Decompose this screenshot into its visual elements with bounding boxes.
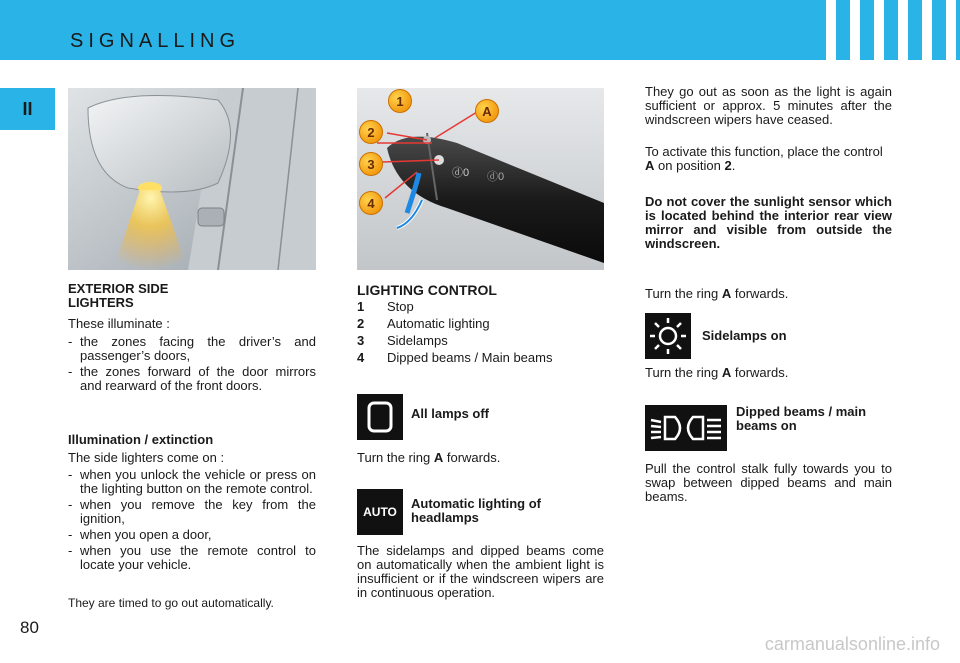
- auto-off-paragraph: They go out as soon as the light is again sufficient or approx. 5 minutes after the windscreen wipers have ceased.: [645, 84, 892, 127]
- instruction-text: .: [731, 158, 736, 173]
- beams-label: Dipped beams / main beams on: [736, 404, 867, 433]
- list-item: - when you use the remote control to locate your vehicle.: [68, 544, 316, 572]
- svg-text:ⓓ0: ⓓ0: [487, 171, 505, 183]
- activate-paragraph: [645, 145, 892, 173]
- instruction-text: on position: [658, 158, 721, 173]
- header-stripes: [820, 0, 960, 60]
- control-key: A: [721, 286, 732, 301]
- control-key: A: [721, 365, 732, 380]
- exterior-lighters-list: [68, 335, 316, 395]
- turn-ring-instruction-3: [645, 366, 788, 380]
- list-item: - when you open a door,: [68, 528, 316, 542]
- turn-ring-instruction-2: [645, 287, 788, 301]
- sidelamps-label: Sidelamps on: [702, 328, 787, 343]
- exterior-lighters-intro: These illuminate :: [68, 316, 170, 331]
- callout-2: 2: [359, 120, 383, 144]
- lighting-control-heading: LIGHTING CONTROL: [357, 282, 497, 298]
- legend-label: Stop: [387, 299, 414, 314]
- callout-a: A: [475, 99, 499, 123]
- turn-ring-instruction-1: [357, 451, 500, 465]
- watermark: carmanualsonline.info: [764, 634, 940, 654]
- auto-icon: [357, 489, 403, 535]
- beams-icon: [645, 405, 727, 451]
- instruction-text: Turn the ring: [357, 450, 431, 465]
- auto-lighting-description: The sidelamps and dipped beams come on automatically when the ambient light is insufficient or if the windscreen wipers are in continuous operation.: [357, 543, 604, 600]
- instruction-text: Turn the ring: [645, 365, 719, 380]
- list-item: - the zones forward of the door mirrors and rearward of the front doors.: [68, 365, 316, 393]
- legend-num: 3: [357, 333, 365, 348]
- instruction-text: forwards.: [446, 450, 501, 465]
- svg-text:ⓓ0: ⓓ0: [452, 167, 470, 179]
- callout-4: 4: [359, 191, 383, 215]
- legend-num: 4: [357, 350, 365, 365]
- legend-label: Dipped beams / Main beams: [387, 350, 553, 365]
- instruction-text: Turn the ring: [645, 286, 719, 301]
- control-key: A: [645, 158, 655, 173]
- callout-1: 1: [388, 89, 412, 113]
- lighting-legend: [357, 300, 604, 368]
- auto-lighting-label: Automatic lighting of headlamps: [411, 496, 541, 525]
- sidelamps-icon: [645, 313, 691, 359]
- timed-note: They are timed to go out automatically.: [68, 596, 274, 610]
- illumination-intro: The side lighters come on :: [68, 450, 225, 465]
- legend-label: Sidelamps: [387, 333, 448, 348]
- chapter-tab: II: [0, 88, 55, 130]
- illumination-subheading: Illumination / extinction: [68, 432, 214, 447]
- legend-num: 1: [357, 299, 365, 314]
- exterior-lighters-heading: EXTERIOR SIDE LIGHTERS: [68, 281, 169, 310]
- mirror-photo: [68, 88, 316, 270]
- list-item: - the zones facing the driver’s and passenger’s doors,: [68, 335, 316, 363]
- callout-3: 3: [359, 152, 383, 176]
- instruction-text: forwards.: [734, 286, 789, 301]
- legend-row: [357, 351, 604, 368]
- legend-num: 2: [357, 316, 365, 331]
- sensor-warning: Do not cover the sunlight sensor which is located behind the interior rear view mirror and visible from outside the windscreen.: [645, 194, 892, 251]
- lamps-off-icon: [357, 394, 403, 440]
- list-item: - when you remove the key from the ignition,: [68, 498, 316, 526]
- legend-row: [357, 317, 604, 334]
- page-title: SIGNALLING: [70, 30, 241, 52]
- pull-stalk-description: Pull the control stalk fully towards you to swap between dipped beams and main beams.: [645, 461, 892, 504]
- list-item: - when you unlock the vehicle or press on the lighting button on the remote control.: [68, 468, 316, 496]
- illumination-list: [68, 468, 316, 574]
- control-key: A: [433, 450, 444, 465]
- instruction-text: forwards.: [734, 365, 789, 380]
- page-number: 80: [20, 618, 39, 637]
- instruction-text: To activate this function, place the control: [645, 144, 883, 159]
- legend-row: [357, 334, 604, 351]
- lamps-off-label: All lamps off: [411, 406, 490, 421]
- legend-label: Automatic lighting: [387, 316, 490, 331]
- legend-row: [357, 300, 604, 317]
- position-number: 2: [724, 158, 732, 173]
- auto-icon-text: AUTO: [363, 505, 397, 519]
